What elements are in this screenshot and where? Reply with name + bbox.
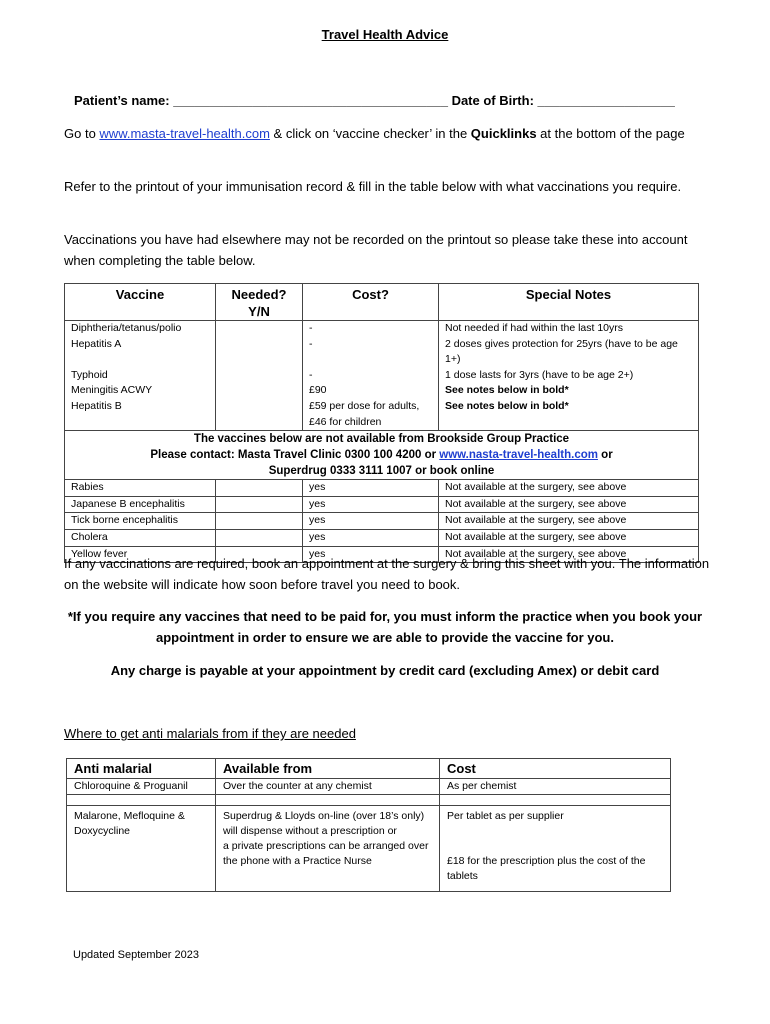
notes-cell: Not available at the surgery, see above [439,529,699,546]
needed-cell[interactable] [216,368,303,384]
vaccine-cell: Typhoid [65,368,216,384]
table-row [65,529,699,546]
cost-cell: - [303,337,439,368]
header-needed: Needed? Y/N [216,284,303,321]
quicklinks-text: Quicklinks [470,126,537,141]
drug-cell: Chloroquine & Proguanil [67,779,216,795]
unavailable-notice [65,431,699,480]
notice-line-2-tail: or [597,449,613,462]
cost-line-1: Per tablet as per supplier [447,810,564,822]
table-row [65,399,699,431]
cost-cell: yes [303,496,439,513]
drug-cell: Malarone, Mefloquine & Doxycycline [67,806,216,892]
notes-cell: Not available at the surgery, see above [439,546,699,563]
booking-paragraph: If any vaccinations are required, book an appointment at the surgery & bring this sheet with you. The information on the website will indicate how soon before travel you need to book. [64,556,710,592]
anti-malarial-table [66,758,671,892]
header-cost: Cost? [303,284,439,321]
available-cell: Over the counter at any chemist [216,779,440,795]
cost-line-2: £18 for the prescription plus the cost of the tablets [447,855,646,882]
header-available-from: Available from [216,759,440,779]
cost-cell: yes [303,480,439,497]
spacer-cell [67,795,216,806]
payment-notice: *If you require any vaccines that need to be paid for, you must inform the practice when you book your appointment in order to ensure we are able to provide the vaccine for you. [67,609,703,645]
notes-cell: See notes below in bold* [439,399,699,431]
available-cell [216,806,440,892]
table-row [65,368,699,384]
header-malaria-cost: Cost [440,759,671,779]
vaccine-cell: Rabies [65,480,216,497]
vaccine-cell: Yellow fever [65,546,216,563]
vaccine-cell: Hepatitis B [65,399,216,431]
para1-after: at the bottom of the page [536,126,685,141]
notice-line-1: The vaccines below are not available from Brookside Group Practice [193,433,570,446]
notice-line-2 [71,447,692,463]
notice-line-3: Superdrug 0333 3111 1007 or book online [268,465,495,478]
available-line-1: Superdrug & Lloyds on-line (over 18’s only) will dispense without a prescription or [223,810,425,837]
notice-line-2-text: Please contact: Masta Travel Clinic 0300 100 4200 or [150,449,440,462]
table-row [67,806,671,892]
needed-cell[interactable] [216,480,303,497]
table-row [65,480,699,497]
instruction-paragraph-3: Vaccinations you have had elsewhere may not be recorded on the printout so please take these into account when completing the table below. [64,232,688,268]
table-row [67,779,671,795]
para1-middle: & click on ‘vaccine checker’ in the [269,126,471,141]
anti-malarials-heading: Where to get anti malarials from if they are needed [64,726,356,741]
vaccine-cell: Diphtheria/tetanus/polio [65,321,216,337]
vaccine-cell: Hepatitis A [65,337,216,368]
cost-cell: As per chemist [440,779,671,795]
malaria-table-header [67,759,671,779]
available-line-2: a private prescriptions can be arranged over the phone with a Practice Nurse [223,840,429,867]
notes-cell: Not needed if had within the last 10yrs [439,321,699,337]
header-vaccine: Vaccine [65,284,216,321]
cost-cell [440,806,671,892]
table-row [65,337,699,368]
cost-cell: yes [303,546,439,563]
spacer-cell [216,795,440,806]
notes-cell: Not available at the surgery, see above [439,513,699,530]
masta-website-link[interactable]: www.masta-travel-health.com [99,126,270,141]
vaccine-cell: Cholera [65,529,216,546]
notes-cell: 2 doses gives protection for 25yrs (have to be age 1+) [439,337,699,368]
needed-cell[interactable] [216,513,303,530]
table-row [65,383,699,399]
header-anti-malarial: Anti malarial [67,759,216,779]
needed-cell[interactable] [216,496,303,513]
updated-date: Updated September 2023 [73,949,199,961]
cost-cell: yes [303,529,439,546]
table-row [65,496,699,513]
needed-cell[interactable] [216,399,303,431]
page-title: Travel Health Advice [321,27,449,42]
patient-details-line: Patient’s name: ______________________________________ Date of Birth: ___________________ [74,93,675,108]
needed-cell[interactable] [216,529,303,546]
instruction-paragraph-2: Refer to the printout of your immunisation record & fill in the table below with what vaccinations you require. [64,179,682,194]
vaccine-table-header [65,284,699,321]
cost-cell: - [303,321,439,337]
unavailable-notice-row [65,431,699,480]
notes-cell: Not available at the surgery, see above [439,480,699,497]
vaccine-cell: Tick borne encephalitis [65,513,216,530]
nasta-website-link[interactable]: www.nasta-travel-health.com [439,449,598,462]
para1-before: Go to [64,126,100,141]
cost-cell: yes [303,513,439,530]
notes-cell: 1 dose lasts for 3yrs (have to be age 2+) [439,368,699,384]
charge-notice: Any charge is payable at your appointment by credit card (excluding Amex) or debit card [110,663,660,678]
vaccine-table [64,283,699,563]
needed-cell[interactable] [216,383,303,399]
header-special-notes: Special Notes [439,284,699,321]
notes-cell: Not available at the surgery, see above [439,496,699,513]
cost-cell: £90 [303,383,439,399]
needed-cell[interactable] [216,321,303,337]
table-row [65,321,699,337]
vaccine-cell: Meningitis ACWY [65,383,216,399]
vaccine-cell: Japanese B encephalitis [65,496,216,513]
cost-cell: - [303,368,439,384]
instruction-paragraph-1 [64,123,714,144]
notes-cell: See notes below in bold* [439,383,699,399]
table-row [65,513,699,530]
cost-cell: £59 per dose for adults, £46 for children [303,399,439,431]
spacer-row [67,795,671,806]
needed-cell[interactable] [216,337,303,368]
spacer-cell [440,795,671,806]
